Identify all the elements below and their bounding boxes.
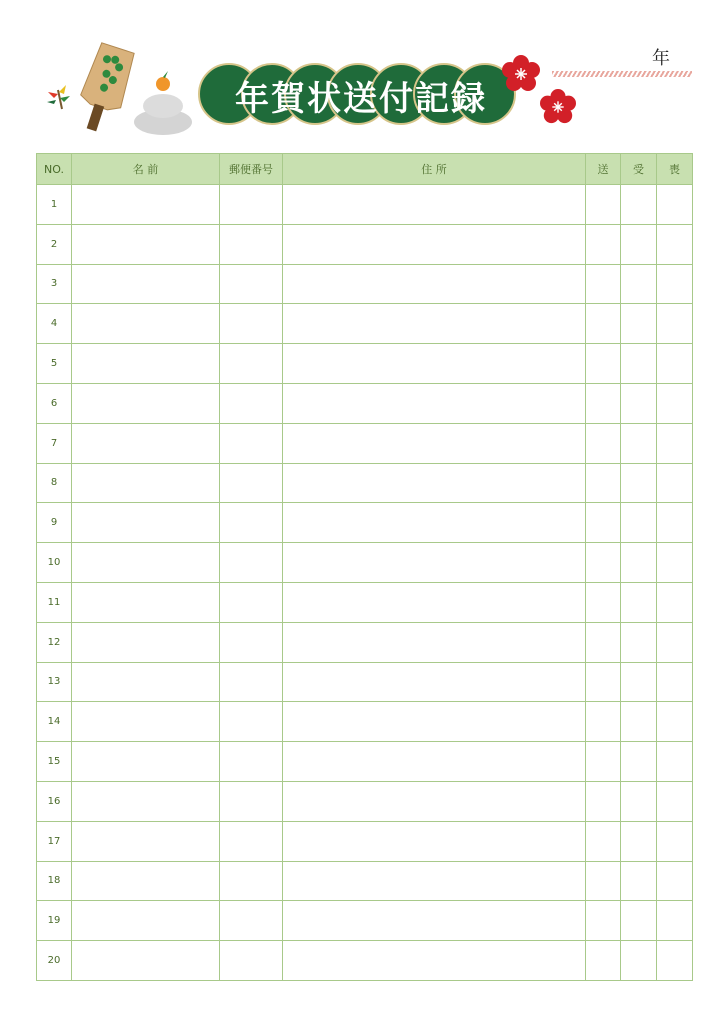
address-cell[interactable] xyxy=(283,304,586,344)
column-header-postal-code: 郵便番号 xyxy=(220,154,283,185)
address-cell[interactable] xyxy=(283,503,586,543)
address-cell[interactable] xyxy=(283,383,586,423)
received-cell[interactable] xyxy=(621,742,657,782)
postal-code-cell[interactable] xyxy=(220,344,283,384)
table-row xyxy=(37,264,693,304)
address-cell[interactable] xyxy=(283,742,586,782)
postal-code-cell[interactable] xyxy=(220,463,283,503)
table-row xyxy=(37,861,693,901)
row-number: 7 xyxy=(37,423,72,463)
received-cell[interactable] xyxy=(621,622,657,662)
row-number: 17 xyxy=(37,821,72,861)
sent-cell[interactable] xyxy=(586,702,621,742)
row-number: 19 xyxy=(37,901,72,941)
postal-code-cell[interactable] xyxy=(220,742,283,782)
received-cell[interactable] xyxy=(621,543,657,583)
column-header-mourning: 喪 xyxy=(657,154,693,185)
name-cell[interactable] xyxy=(72,781,220,821)
table-header-row xyxy=(37,154,693,185)
row-number: 9 xyxy=(37,503,72,543)
sent-cell[interactable] xyxy=(586,185,621,225)
postal-code-cell[interactable] xyxy=(220,622,283,662)
name-cell[interactable] xyxy=(72,861,220,901)
received-cell[interactable] xyxy=(621,344,657,384)
postal-code-cell[interactable] xyxy=(220,861,283,901)
page-header xyxy=(0,0,724,150)
received-cell[interactable] xyxy=(621,304,657,344)
row-number: 4 xyxy=(37,304,72,344)
row-number: 13 xyxy=(37,662,72,702)
received-cell[interactable] xyxy=(621,781,657,821)
table-row xyxy=(37,702,693,742)
address-cell[interactable] xyxy=(283,821,586,861)
postal-code-cell[interactable] xyxy=(220,901,283,941)
address-cell[interactable] xyxy=(283,582,586,622)
row-number: 3 xyxy=(37,264,72,304)
greeting-card-log-table xyxy=(36,153,692,981)
postal-code-cell[interactable] xyxy=(220,781,283,821)
column-header-name: 名 前 xyxy=(72,154,220,185)
sent-cell[interactable] xyxy=(586,582,621,622)
mourning-cell[interactable] xyxy=(657,543,693,583)
sent-cell[interactable] xyxy=(586,821,621,861)
sent-cell[interactable] xyxy=(586,224,621,264)
table-row xyxy=(37,781,693,821)
sent-cell[interactable] xyxy=(586,941,621,981)
sent-cell[interactable] xyxy=(586,662,621,702)
name-cell[interactable] xyxy=(72,503,220,543)
sent-cell[interactable] xyxy=(586,383,621,423)
received-cell[interactable] xyxy=(621,582,657,622)
row-number: 16 xyxy=(37,781,72,821)
name-cell[interactable] xyxy=(72,821,220,861)
page-title: 年賀状送付記録 xyxy=(235,78,487,119)
received-cell[interactable] xyxy=(621,463,657,503)
row-number: 2 xyxy=(37,224,72,264)
row-number: 1 xyxy=(37,185,72,225)
name-cell[interactable] xyxy=(72,702,220,742)
postal-code-cell[interactable] xyxy=(220,503,283,543)
sent-cell[interactable] xyxy=(586,742,621,782)
received-cell[interactable] xyxy=(621,423,657,463)
table-row xyxy=(37,304,693,344)
postal-code-cell[interactable] xyxy=(220,941,283,981)
received-cell[interactable] xyxy=(621,901,657,941)
address-cell[interactable] xyxy=(283,781,586,821)
address-cell[interactable] xyxy=(283,264,586,304)
mourning-cell[interactable] xyxy=(657,224,693,264)
row-number: 10 xyxy=(37,543,72,583)
mourning-cell[interactable] xyxy=(657,185,693,225)
postal-code-cell[interactable] xyxy=(220,304,283,344)
table-row xyxy=(37,742,693,782)
mourning-cell[interactable] xyxy=(657,622,693,662)
plum-blossom-icon xyxy=(502,55,540,93)
row-number: 14 xyxy=(37,702,72,742)
received-cell[interactable] xyxy=(621,185,657,225)
mourning-cell[interactable] xyxy=(657,781,693,821)
postal-code-cell[interactable] xyxy=(220,821,283,861)
pine-branch-icon xyxy=(44,82,74,112)
received-cell[interactable] xyxy=(621,861,657,901)
postal-code-cell[interactable] xyxy=(220,224,283,264)
sent-cell[interactable] xyxy=(586,543,621,583)
sent-cell[interactable] xyxy=(586,781,621,821)
address-cell[interactable] xyxy=(283,941,586,981)
postal-code-cell[interactable] xyxy=(220,423,283,463)
year-input-line[interactable] xyxy=(552,71,692,77)
name-cell[interactable] xyxy=(72,901,220,941)
postal-code-cell[interactable] xyxy=(220,582,283,622)
mourning-cell[interactable] xyxy=(657,463,693,503)
address-cell[interactable] xyxy=(283,185,586,225)
mourning-cell[interactable] xyxy=(657,264,693,304)
mourning-cell[interactable] xyxy=(657,503,693,543)
column-header-address: 住 所 xyxy=(283,154,586,185)
name-cell[interactable] xyxy=(72,941,220,981)
sent-cell[interactable] xyxy=(586,622,621,662)
table-row xyxy=(37,941,693,981)
address-cell[interactable] xyxy=(283,622,586,662)
postal-code-cell[interactable] xyxy=(220,185,283,225)
address-cell[interactable] xyxy=(283,662,586,702)
postal-code-cell[interactable] xyxy=(220,383,283,423)
name-cell[interactable] xyxy=(72,304,220,344)
name-cell[interactable] xyxy=(72,224,220,264)
table-row xyxy=(37,463,693,503)
plum-blossom-icon xyxy=(540,89,576,125)
row-number: 15 xyxy=(37,742,72,782)
mourning-cell[interactable] xyxy=(657,304,693,344)
address-cell[interactable] xyxy=(283,344,586,384)
row-number: 8 xyxy=(37,463,72,503)
name-cell[interactable] xyxy=(72,185,220,225)
table-row xyxy=(37,821,693,861)
address-cell[interactable] xyxy=(283,901,586,941)
mourning-cell[interactable] xyxy=(657,582,693,622)
postal-code-cell[interactable] xyxy=(220,264,283,304)
address-cell[interactable] xyxy=(283,423,586,463)
row-number: 20 xyxy=(37,941,72,981)
received-cell[interactable] xyxy=(621,503,657,543)
table-row xyxy=(37,185,693,225)
name-cell[interactable] xyxy=(72,582,220,622)
table-row xyxy=(37,622,693,662)
name-cell[interactable] xyxy=(72,344,220,384)
row-number: 12 xyxy=(37,622,72,662)
address-cell[interactable] xyxy=(283,702,586,742)
table-row xyxy=(37,503,693,543)
year-label: 年 xyxy=(652,48,670,69)
received-cell[interactable] xyxy=(621,264,657,304)
name-cell[interactable] xyxy=(72,543,220,583)
row-number: 18 xyxy=(37,861,72,901)
received-cell[interactable] xyxy=(621,821,657,861)
postal-code-cell[interactable] xyxy=(220,702,283,742)
column-header-sent: 送 xyxy=(586,154,621,185)
table-row xyxy=(37,224,693,264)
mourning-cell[interactable] xyxy=(657,941,693,981)
name-cell[interactable] xyxy=(72,662,220,702)
name-cell[interactable] xyxy=(72,423,220,463)
sent-cell[interactable] xyxy=(586,264,621,304)
table-row xyxy=(37,662,693,702)
received-cell[interactable] xyxy=(621,383,657,423)
received-cell[interactable] xyxy=(621,941,657,981)
sent-cell[interactable] xyxy=(586,901,621,941)
row-number: 6 xyxy=(37,383,72,423)
mourning-cell[interactable] xyxy=(657,742,693,782)
table-row xyxy=(37,901,693,941)
name-cell[interactable] xyxy=(72,383,220,423)
sent-cell[interactable] xyxy=(586,861,621,901)
column-header-no: NO. xyxy=(37,154,72,185)
sent-cell[interactable] xyxy=(586,503,621,543)
address-cell[interactable] xyxy=(283,463,586,503)
mourning-cell[interactable] xyxy=(657,344,693,384)
hagoita-paddle-icon xyxy=(74,42,136,134)
sent-cell[interactable] xyxy=(586,304,621,344)
title-banner xyxy=(198,63,518,127)
mourning-cell[interactable] xyxy=(657,702,693,742)
address-cell[interactable] xyxy=(283,861,586,901)
address-cell[interactable] xyxy=(283,543,586,583)
name-cell[interactable] xyxy=(72,264,220,304)
table-row xyxy=(37,344,693,384)
table-row xyxy=(37,423,693,463)
kagami-mochi-icon xyxy=(132,68,194,136)
name-cell[interactable] xyxy=(72,463,220,503)
received-cell[interactable] xyxy=(621,224,657,264)
row-number: 11 xyxy=(37,582,72,622)
sent-cell[interactable] xyxy=(586,423,621,463)
mourning-cell[interactable] xyxy=(657,662,693,702)
name-cell[interactable] xyxy=(72,622,220,662)
postal-code-cell[interactable] xyxy=(220,543,283,583)
mourning-cell[interactable] xyxy=(657,383,693,423)
mourning-cell[interactable] xyxy=(657,423,693,463)
table-row xyxy=(37,582,693,622)
received-cell[interactable] xyxy=(621,702,657,742)
address-cell[interactable] xyxy=(283,224,586,264)
postal-code-cell[interactable] xyxy=(220,662,283,702)
row-number: 5 xyxy=(37,344,72,384)
table-row xyxy=(37,543,693,583)
mourning-cell[interactable] xyxy=(657,821,693,861)
sent-cell[interactable] xyxy=(586,463,621,503)
name-cell[interactable] xyxy=(72,742,220,782)
column-header-received: 受 xyxy=(621,154,657,185)
sent-cell[interactable] xyxy=(586,344,621,384)
received-cell[interactable] xyxy=(621,662,657,702)
table-row xyxy=(37,383,693,423)
mourning-cell[interactable] xyxy=(657,861,693,901)
mourning-cell[interactable] xyxy=(657,901,693,941)
